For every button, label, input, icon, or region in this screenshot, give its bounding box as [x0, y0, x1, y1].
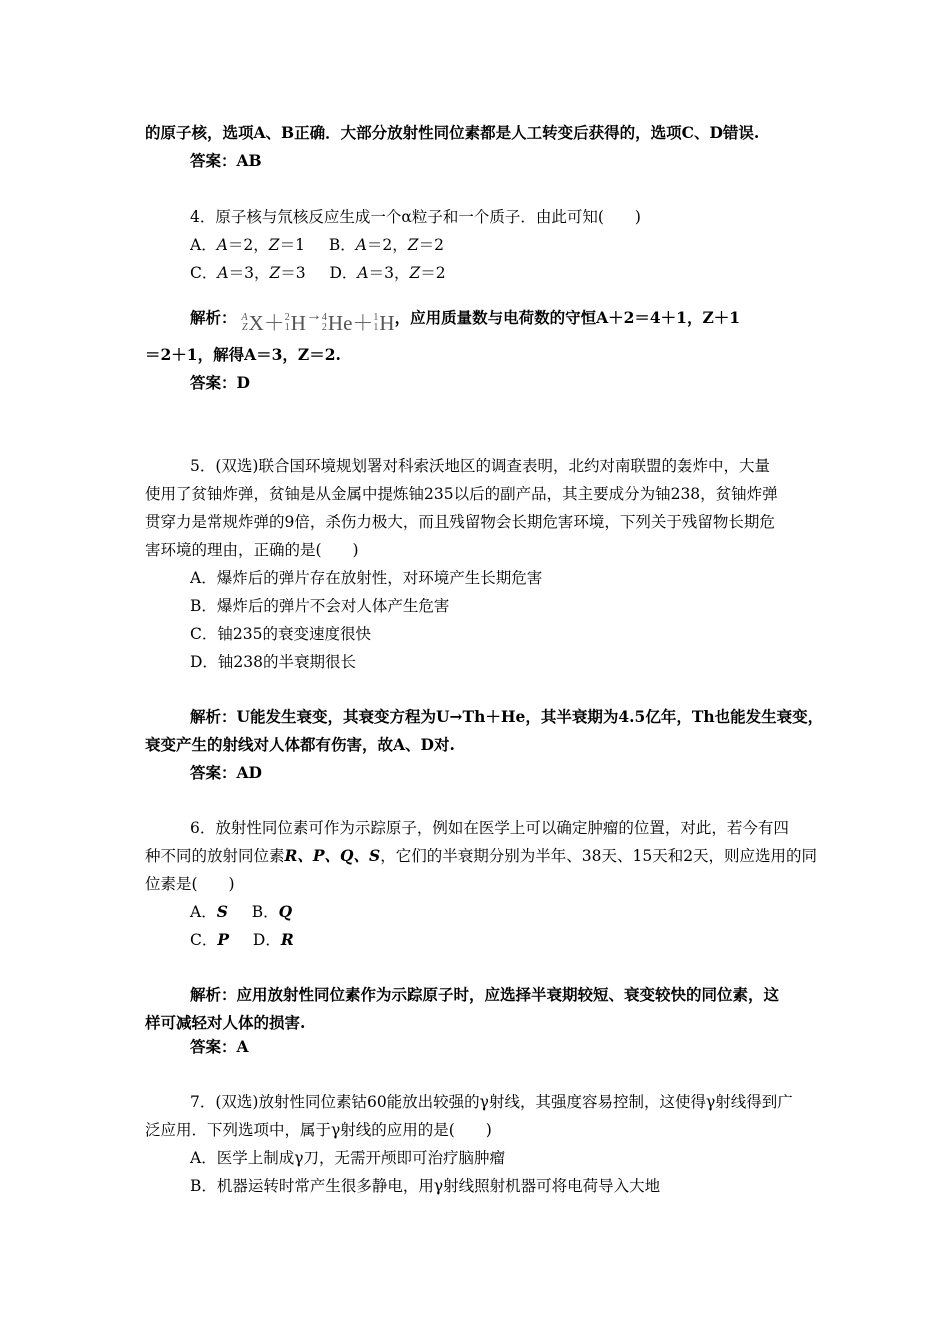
answer-label: 答案：: [190, 151, 237, 170]
answer-label: 答案：: [190, 763, 237, 782]
question-5-option-b: B．爆炸后的弹片不会对人体产生危害: [190, 597, 450, 615]
option-b-zeq: ＝2: [418, 236, 444, 254]
isotope-names: R、P、Q、S: [284, 846, 381, 865]
question-6-line1: 6．放射性同位素可作为示踪原子，例如在医学上可以确定肿瘤的位置，对此，若今有四: [190, 819, 789, 837]
option-a-label: A．: [190, 236, 217, 254]
answer-line: [190, 763, 262, 783]
question-4-analysis: [190, 304, 740, 334]
option-d-label: D．: [329, 264, 358, 282]
option-b-zvar: Z: [407, 236, 419, 254]
option-a-zeq: ＝1: [279, 236, 305, 254]
option-d-label: D．: [252, 931, 281, 949]
question-7-line1: 7．(双选)放射性同位素钴60能放出较强的γ射线，其强度容易控制，这使得γ射线得到广: [190, 1093, 793, 1111]
answer-value: AD: [236, 763, 262, 782]
question-5-line3: 贯穿力是常规炸弹的9倍，杀伤力极大，而且残留物会长期危害环境，下列关于残留物长期危: [145, 513, 775, 531]
question-6-text: 种不同的放射同位素: [145, 847, 285, 865]
option-d-zvar: Z: [409, 264, 421, 282]
question-6-options-row1: [190, 902, 292, 922]
option-b-label: B．: [251, 903, 279, 921]
answer-value: AB: [236, 151, 262, 170]
question-5-analysis: [190, 707, 823, 727]
question-4-analysis-cont: ＝2＋1，解得A＝3，Z＝2.: [145, 345, 341, 364]
question-5-line4: 害环境的理由，正确的是( ): [145, 541, 359, 559]
question-4-options-row1: [190, 235, 444, 255]
answer-value: D: [236, 373, 250, 392]
analysis-text: 应用放射性同位素作为示踪原子时，应选择半衰期较短、衰变较快的同位素，这: [236, 985, 780, 1004]
question-5-option-d: D．铀238的半衰期很长: [190, 653, 357, 671]
option-c-zeq: ＝3: [280, 264, 306, 282]
h1-symbol: H: [379, 311, 395, 335]
analysis-text: ，应用质量数与电荷数的守恒A＋2＝4＋1，Z＋1: [394, 308, 741, 327]
option-d-zeq: ＝2: [420, 264, 446, 282]
question-5-line2: 使用了贫铀炸弹，贫铀是从金属中提炼铀235以后的副产品，其主要成分为铀238，贫铀炸弹: [145, 485, 778, 503]
option-b-eq: ＝2，: [366, 236, 408, 254]
he-symbol: He＋: [327, 311, 374, 335]
x-atomic-number: Z: [242, 322, 248, 333]
option-b-var: A: [355, 236, 367, 254]
answer-line: [190, 151, 262, 171]
option-c-value: P: [217, 930, 230, 949]
h1-mass-number: 1: [373, 312, 379, 323]
question-5-line1: 5．(双选)联合国环境规划署对科索沃地区的调查表明，北约对南联盟的轰炸中，大量: [190, 457, 770, 475]
option-a-value: S: [216, 902, 228, 921]
question-6-text-cont: ，它们的半衰期分别为半年、38天、15天和2天，则应选用的同: [380, 847, 818, 865]
question-6-options-row2: [190, 930, 294, 950]
question-7-option-a: A．医学上制成γ刀，无需开颅即可治疗脑肿瘤: [190, 1149, 505, 1167]
he-mass-number: 4: [321, 312, 327, 323]
nuclear-reaction-formula: [241, 303, 394, 333]
analysis-label: 解析：: [190, 707, 237, 726]
text-line: 的原子核，选项A、B正确．大部分放射性同位素都是人工转变后获得的，选项C、D错误.: [145, 123, 760, 142]
option-d-var: A: [357, 264, 369, 282]
answer-value: A: [236, 1037, 249, 1056]
h2-atomic-number: 1: [284, 322, 290, 333]
question-5-analysis-cont: 衰变产生的射线对人体都有伤害，故A、D对.: [145, 735, 455, 754]
x-mass-number: A: [241, 312, 248, 323]
analysis-label: 解析：: [190, 985, 237, 1004]
option-d-eq: ＝3，: [368, 264, 410, 282]
option-c-label: C．: [190, 931, 218, 949]
question-6-line3: 位素是( ): [145, 875, 235, 893]
option-c-eq: ＝3，: [228, 264, 270, 282]
question-5-option-c: C．铀235的衰变速度很快: [190, 625, 371, 643]
h2-mass-number: 2: [284, 312, 290, 323]
question-4-options-row2: [190, 263, 446, 283]
option-d-value: R: [280, 930, 294, 949]
option-a-eq: ＝2，: [227, 236, 269, 254]
answer-line: [190, 373, 250, 393]
option-b-value: Q: [278, 902, 293, 921]
question-6-analysis: [190, 985, 779, 1005]
option-b-label: B．: [328, 236, 356, 254]
analysis-text: U能发生衰变，其衰变方程为U→Th＋He，其半衰期为4.5亿年，Th也能发生衰变，: [236, 707, 824, 726]
option-c-zvar: Z: [269, 264, 281, 282]
question-4-stem: 4．原子核与氘核反应生成一个α粒子和一个质子．由此可知( ): [190, 208, 641, 226]
option-c-label: C．: [190, 264, 218, 282]
answer-label: 答案：: [190, 1037, 237, 1056]
question-6-analysis-cont: 样可减轻对人体的损害.: [145, 1013, 306, 1032]
h2-symbol: H: [290, 311, 306, 335]
answer-label: 答案：: [190, 373, 237, 392]
option-a-label: A．: [190, 903, 217, 921]
question-6-line2: [145, 846, 817, 866]
option-a-zvar: Z: [268, 236, 280, 254]
question-7-option-b: B．机器运转时常产生很多静电，用γ射线照射机器可将电荷导入大地: [190, 1177, 661, 1195]
analysis-label: 解析：: [190, 308, 237, 327]
option-a-var: A: [216, 236, 228, 254]
option-c-var: A: [217, 264, 229, 282]
he-atomic-number: 2: [321, 322, 327, 333]
answer-line: [190, 1037, 249, 1057]
x-symbol: X＋: [248, 311, 285, 335]
question-5-option-a: A．爆炸后的弹片存在放射性，对环境产生长期危害: [190, 569, 543, 587]
question-7-line2: 泛应用．下列选项中，属于γ射线的应用的是( ): [145, 1121, 492, 1139]
h1-atomic-number: 1: [373, 322, 379, 333]
reaction-arrow: →: [305, 307, 322, 324]
